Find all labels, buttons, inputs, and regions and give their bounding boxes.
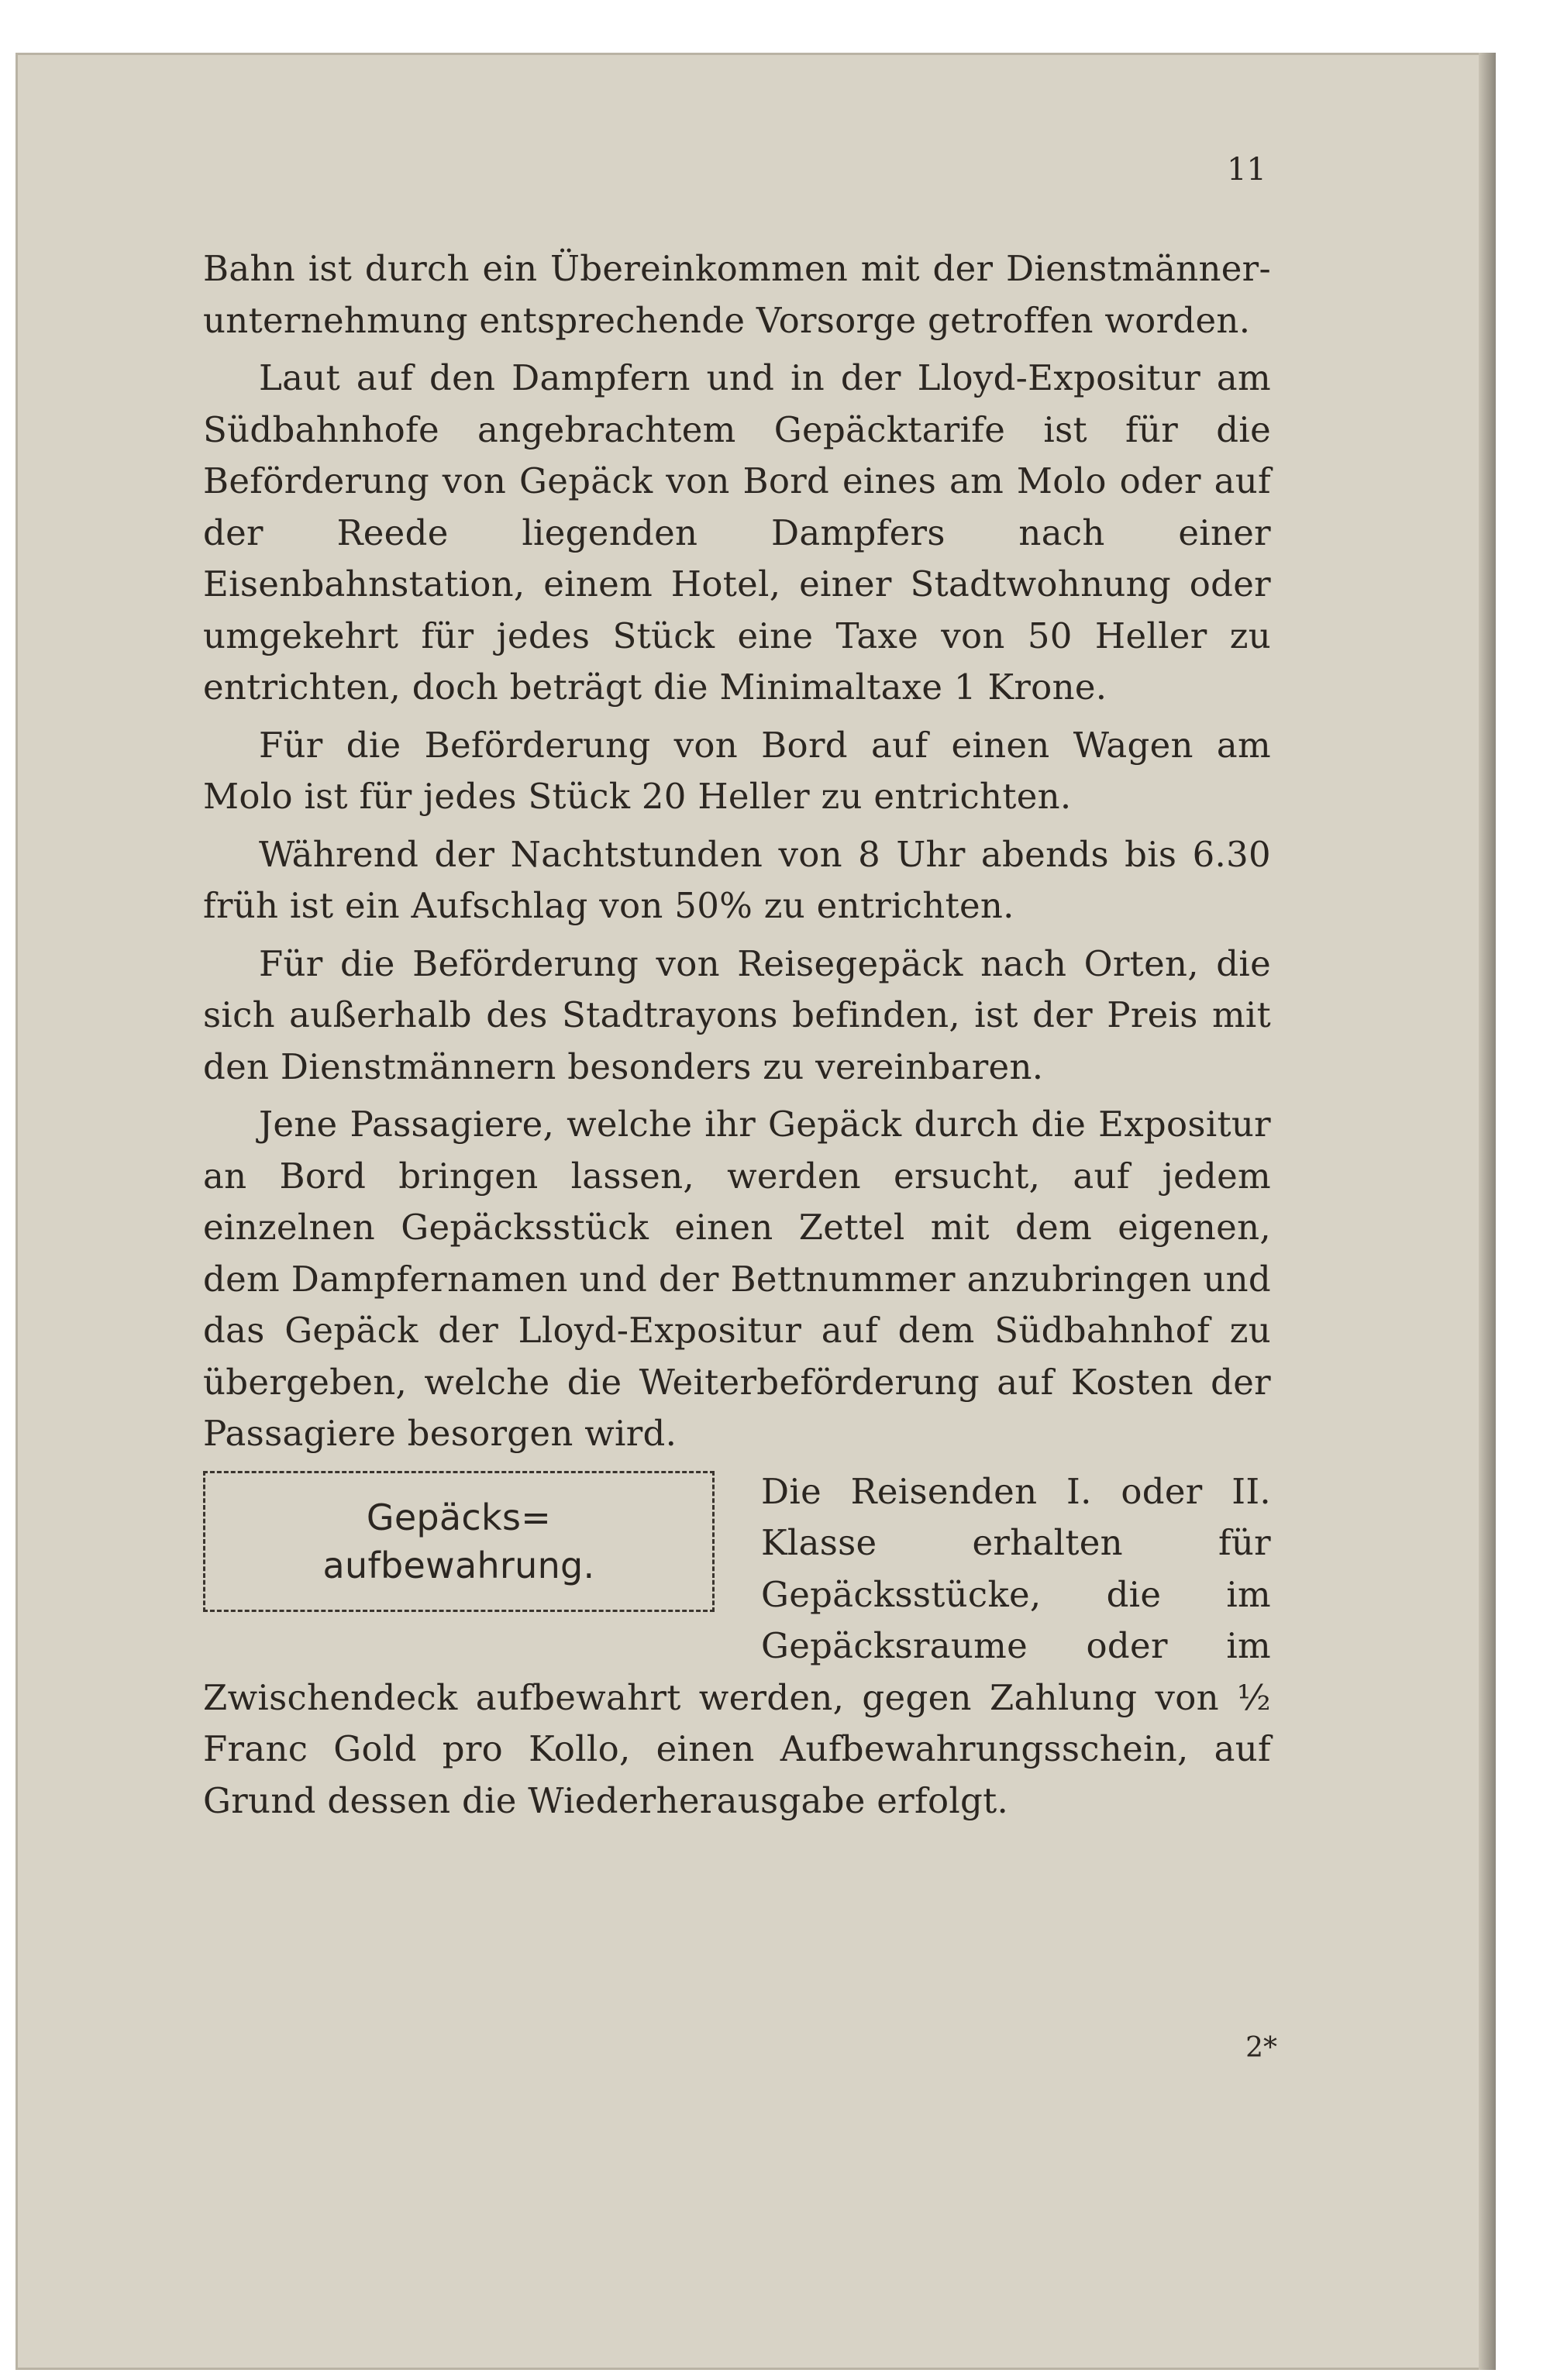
paragraph-7: Die Reisenden I. oder II. Klasse erhalten für Gepäcksstücke, die im Gepäcksraume oder im Zwischendeck aufbewahrt werden, gegen Zahlung von ½ Franc Gold pro Kollo, einen Aufbewahrungsschein, auf Grund dessen die Wiederherausgabe erfolgt. bbox=[203, 1470, 1271, 1821]
paragraph-5: Für die Beförderung von Reisegepäck nach Orten, die sich außerhalb des Stadtrayons befinden, ist der Preis mit den Dienstmännern besonders zu vereinbaren. bbox=[203, 942, 1271, 1087]
paragraph-4: Während der Nachtstunden von 8 Uhr abends bis 6.30 früh ist ein Aufschlag von 50% zu entrichten. bbox=[203, 833, 1271, 926]
paragraph-6: Jene Passagiere, welche ihr Gepäck durch die Expositur an Bord bringen lassen, werden ersucht, auf jedem einzelnen Gepäcksstück einen Zettel mit dem eigenen, dem Dampfernamen und der Bettnummer anzubringen und das Gepäck der Lloyd-Expositur auf dem Südbahnhof zu übergeben, welche die Weiterbeförderung auf Kosten der Passagiere besorgen wird. bbox=[203, 1104, 1271, 1454]
paragraph-1: Bahn ist durch ein Übereinkommen mit der Dienstmänner-unternehmung entsprechende Vorsorge getroffen worden. bbox=[203, 248, 1271, 341]
section-heading-box bbox=[203, 1471, 715, 1612]
paragraph-2: Laut auf den Dampfern und in der Lloyd-Expositur am Südbahnhofe angebrachtem Gepäcktarife ist für die Beförderung von Gepäck von Bord eines am Molo oder auf der Reede liegenden Dampfers nach einer Eisenbahnstation, einem Hotel, einer Stadtwohnung oder umgekehrt für jedes Stück eine Taxe von 50 Heller zu entrichten, doch beträgt die Minimaltaxe 1 Krone. bbox=[203, 357, 1271, 708]
paragraph-3: Für die Beförderung von Bord auf einen Wagen am Molo ist für jedes Stück 20 Heller zu entrichten. bbox=[203, 724, 1271, 817]
page-edge bbox=[1479, 53, 1496, 2370]
signature-mark: 2* bbox=[1245, 2032, 1277, 2064]
section-heading: Gepäcks= aufbewahrung. bbox=[322, 1496, 595, 1586]
page-number: 11 bbox=[1227, 152, 1266, 188]
body-text bbox=[203, 243, 1271, 1833]
